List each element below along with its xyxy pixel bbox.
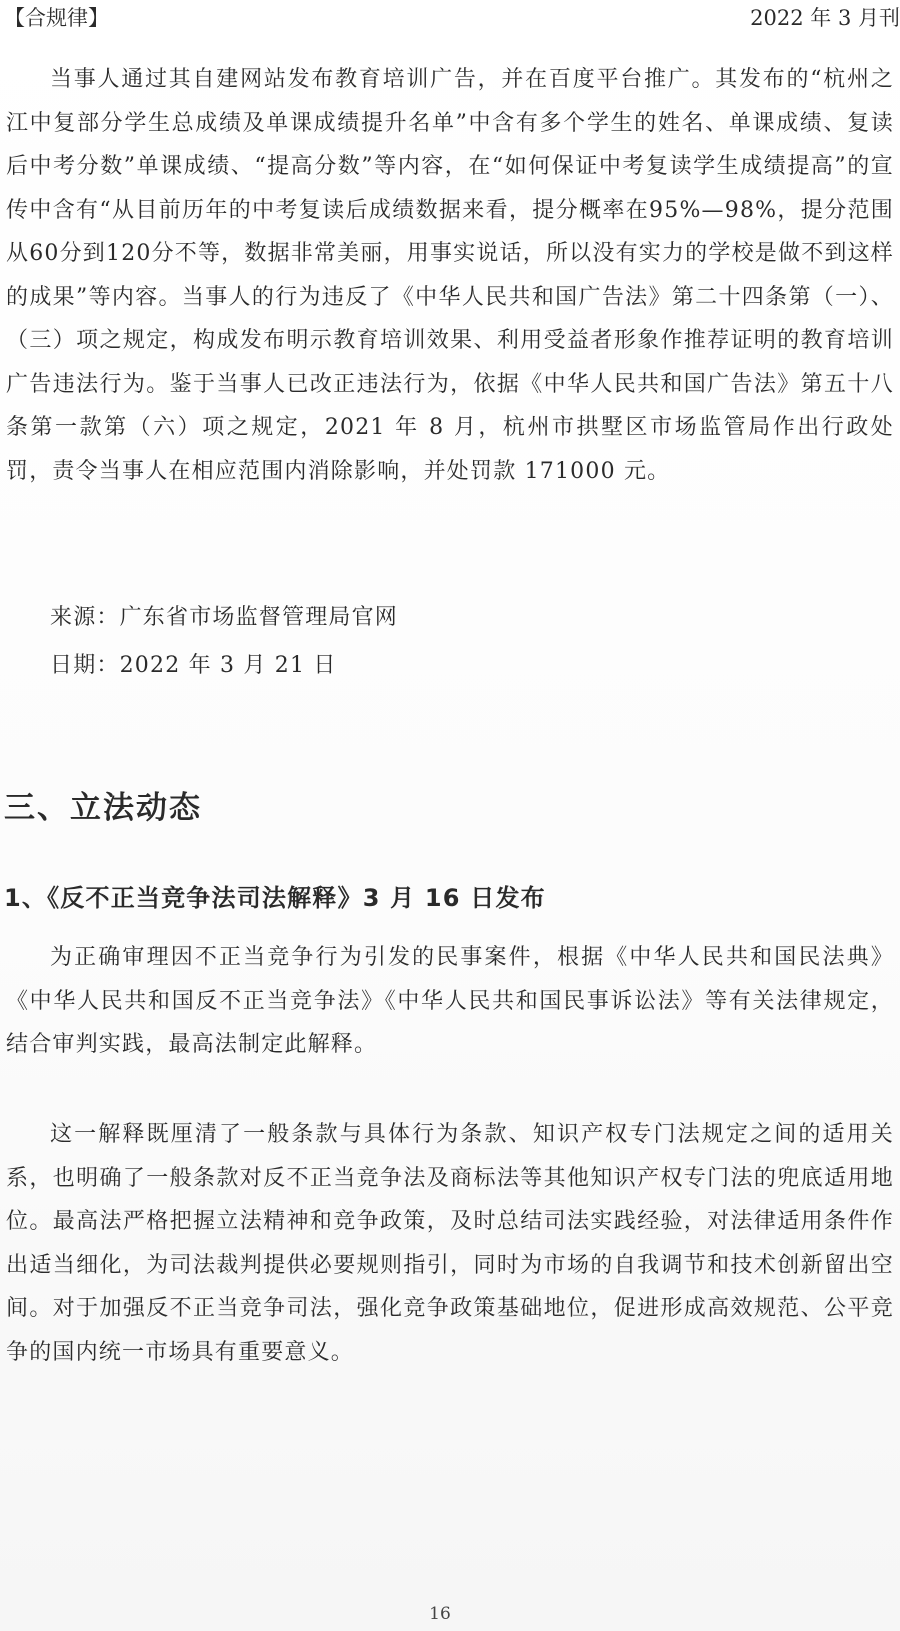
case-paragraph: 当事人通过其自建网站发布教育培训广告，并在百度平台推广。其发布的“杭州之江中复部分学生总成绩及单课成绩提升名单”中含有多个学生的姓名、单课成绩、复读后中考分数”单课成绩、“提高分数”等内容，在“如何保证中考复读学生成绩提高”的宣传中含有“从目前历年的中考复读后成绩数据来看，提分概率在95%—98%，提分范围从60分到120分不等，数据非常美丽，用事实说话，所以没有实力的学校是做不到这样的成果”等内容。当事人的行为违反了《中华人民共和国广告法》第二十四条第（一）、（三）项之规定，构成发布明示教育培训效果、利用受益者形象作推荐证明的教育培训广告违法行为。鉴于当事人已改正违法行为，依据《中华人民共和国广告法》第五十八条第一款第（六）项之规定，2021 年 8 月，杭州市拱墅区市场监管局作出行政处罚，责令当事人在相应范围内消除影响，并处罚款 171000 元。 [6, 67, 894, 484]
source-line: 来源：广东省市场监督管理局官网 [50, 605, 399, 630]
page-header [0, 2, 900, 34]
section-paragraph-1: 为正确审理因不正当竞争行为引发的民事案件，根据《中华人民共和国民法典》《中华人民共和国反不正当竞争法》《中华人民共和国民事诉讼法》等有关法律规定，结合审判实践，最高法制定此解释。 [6, 945, 894, 1057]
journal-name: 【合规律】 [4, 6, 109, 30]
page-number: 16 [429, 1604, 451, 1624]
section-heading: 三、立法动态 [4, 790, 202, 826]
section-paragraph-2: 这一解释既厘清了一般条款与具体行为条款、知识产权专门法规定之间的适用关系，也明确了一般条款对反不正当竞争法及商标法等其他知识产权专门法的兜底适用地位。最高法严格把握立法精神和竞争政策，及时总结司法实践经验，对法律适用条件作出适当细化，为司法裁判提供必要规则指引，同时为市场的自我调节和技术创新留出空间。对于加强反不正当竞争司法，强化竞争政策基础地位，促进形成高效规范、公平竞争的国内统一市场具有重要意义。 [6, 1122, 894, 1365]
issue-date: 2022 年 3 月刊 [750, 6, 900, 30]
sub-heading: 1、《反不正当竞争法司法解释》3 月 16 日发布 [4, 884, 546, 912]
date-line: 日期：2022 年 3 月 21 日 [50, 653, 337, 678]
